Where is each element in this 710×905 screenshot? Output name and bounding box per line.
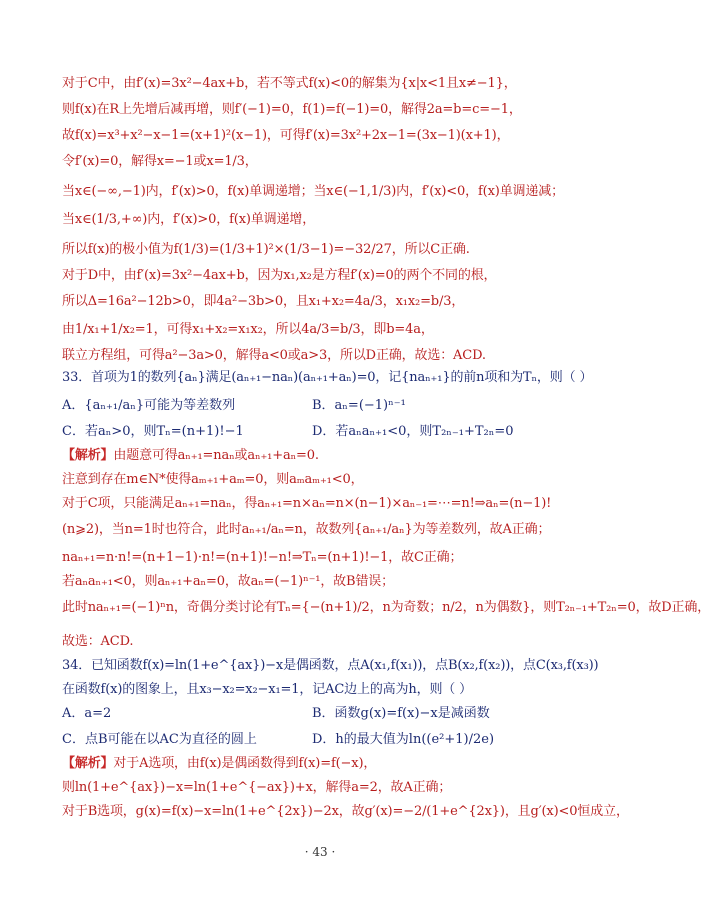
solution-c-line-4: 令f′(x)=0，解得x=−1或x=1/3，	[62, 154, 258, 169]
solution-c-line-3: 故f(x)=x³+x²−x−1=(x+1)²(x−1)，可得f′(x)=3x²+2x−1=(3x−1)(x+1)，	[62, 128, 510, 143]
analysis-33-line-1: 【解析】由题意可得aₙ₊₁=naₙ或aₙ₊₁+aₙ=0.	[62, 448, 319, 463]
question-34-option-c: C．点B可能在以AC为直径的圆上	[62, 732, 257, 747]
analysis-33-line-6: 若aₙaₙ₊₁<0，则aₙ₊₁+aₙ=0，故aₙ=(−1)ⁿ⁻¹，故B错误；	[62, 574, 394, 589]
analysis-tag: 【解析】	[62, 756, 114, 771]
analysis-33-line-7: 此时naₙ₊₁=(−1)ⁿn，奇偶分类讨论有Tₙ={−(n+1)/2，n为奇数；n/2，n为偶数}，则T₂ₙ₋₁+T₂ₙ=0，故D正确，	[62, 600, 710, 615]
question-33-option-b: B．aₙ=(−1)ⁿ⁻¹	[312, 398, 406, 413]
analysis-33-line-5: naₙ₊₁=n·n!=(n+1−1)·n!=(n+1)!−n!⇒Tₙ=(n+1)!−1，故C正确；	[62, 550, 463, 565]
question-34-line-2: 在函数f(x)的图象上，且x₃−x₂=x₂−x₁=1，记AC边上的高为h，则（ ）	[62, 682, 472, 697]
analysis-33-line-3: 对于C项，只能满足aₙ₊₁=naₙ，得aₙ₊₁=n×aₙ=n×(n−1)×aₙ₋₁=⋯=n!⇒aₙ=(n−1)!	[62, 496, 552, 511]
solution-d-line-4: 联立方程组，可得a²−3a>0，解得a<0或a>3，所以D正确，故选：ACD.	[62, 348, 486, 363]
analysis-33-line-2: 注意到存在m∈N*使得aₘ₊₁+aₘ=0，则aₘaₘ₊₁<0，	[62, 472, 364, 487]
question-33-option-c: C．若aₙ>0，则Tₙ=(n+1)!−1	[62, 424, 244, 439]
question-33: 33．首项为1的数列{aₙ}满足(aₙ₊₁−naₙ)(aₙ₊₁+aₙ)=0，记{naₙ₊₁}的前n项和为Tₙ，则（ ）	[62, 370, 593, 385]
solution-d-line-1: 对于D中，由f′(x)=3x²−4ax+b，因为x₁,x₂是方程f′(x)=0的两个不同的根，	[62, 268, 497, 283]
analysis-34-line-1: 【解析】对于A选项，由f(x)是偶函数得到f(x)=f(−x)，	[62, 756, 377, 771]
analysis-34-line-3: 对于B选项，g(x)=f(x)−x=ln(1+e^{2x})−2x，故g′(x)=−2/(1+e^{2x})，且g′(x)<0恒成立，	[62, 804, 629, 819]
solution-c-line-6: 当x∈(1/3,+∞)内，f′(x)>0，f(x)单调递增，	[62, 212, 316, 227]
question-33-option-a: A．{aₙ₊₁/aₙ}可能为等差数列	[62, 398, 236, 413]
question-34-line-1: 34．已知函数f(x)=ln(1+e^{ax})−x是偶函数，点A(x₁,f(x₁))，点B(x₂,f(x₂))，点C(x₃,f(x₃))	[62, 658, 599, 673]
solution-d-line-2: 所以Δ=16a²−12b>0，即4a²−3b>0，且x₁+x₂=4a/3，x₁x₂=b/3，	[62, 294, 465, 309]
solution-c-line-7: 所以f(x)的极小值为f(1/3)=(1/3+1)²×(1/3−1)=−32/27，所以C正确.	[62, 242, 470, 257]
question-34-option-b: B．函数g(x)=f(x)−x是减函数	[312, 706, 490, 721]
analysis-33-line-8: 故选：ACD.	[62, 634, 134, 649]
solution-d-line-3: 由1/x₁+1/x₂=1，可得x₁+x₂=x₁x₂，所以4a/3=b/3，即b=4a，	[62, 322, 434, 337]
page-number: · 43 ·	[304, 845, 336, 859]
question-34-option-a: A．a=2	[62, 706, 112, 721]
question-34-option-d: D．h的最大值为ln((e²+1)/2e)	[312, 732, 495, 747]
solution-c-line-2: 则f(x)在R上先增后减再增，则f′(−1)=0，f(1)=f(−1)=0，解得2a=b=c=−1，	[62, 102, 522, 117]
solution-c-line-1: 对于C中，由f′(x)=3x²−4ax+b，若不等式f(x)<0的解集为{x|x<1且x≠−1}，	[62, 76, 517, 91]
question-33-option-d: D．若aₙaₙ₊₁<0，则T₂ₙ₋₁+T₂ₙ=0	[312, 424, 514, 439]
analysis-33-line-4: (n⩾2)，当n=1时也符合，此时aₙ₊₁/aₙ=n，故数列{aₙ₊₁/aₙ}为等差数列，故A正确；	[62, 522, 551, 537]
analysis-tag: 【解析】	[62, 448, 114, 463]
analysis-34-line-2: 则ln(1+e^{ax})−x=ln(1+e^{−ax})+x，解得a=2，故A正确；	[62, 780, 452, 795]
solution-c-line-5: 当x∈(−∞,−1)内，f′(x)>0，f(x)单调递增；当x∈(−1,1/3)内，f′(x)<0，f(x)单调递减；	[62, 184, 564, 199]
